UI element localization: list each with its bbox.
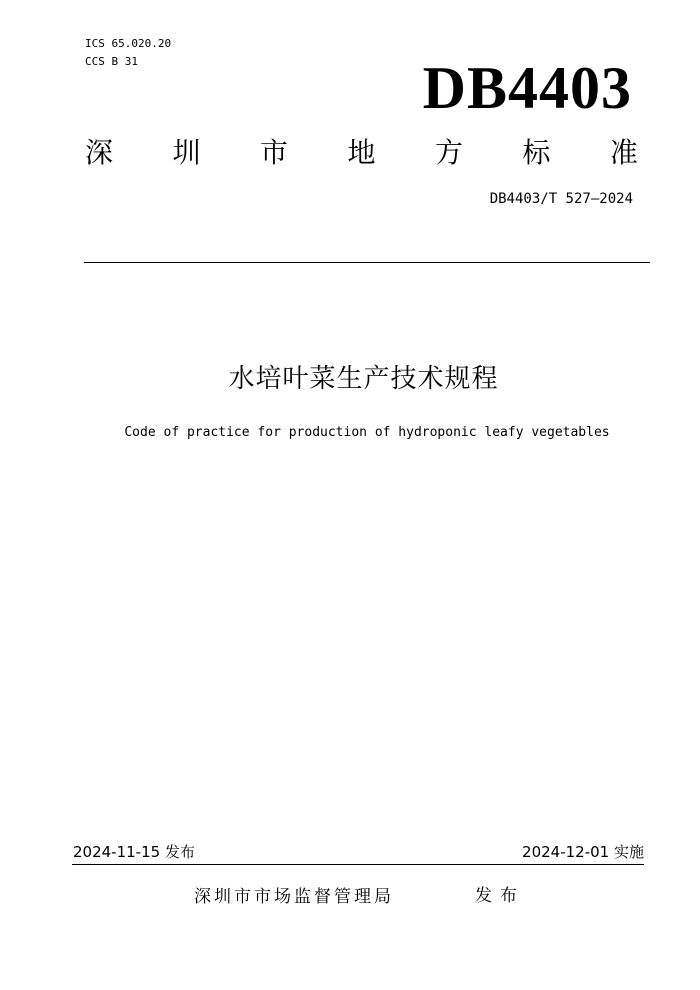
issuing-authority: 深圳市市场监督管理局 bbox=[194, 887, 394, 907]
implementation-date: 2024-12-01 实施 bbox=[522, 843, 644, 861]
document-title-chinese: 水培叶菜生产技术规程 bbox=[228, 364, 499, 394]
standard-number: DB4403/T 527—2024 bbox=[489, 191, 633, 207]
issue-label: 发布 bbox=[475, 886, 525, 906]
document-title-english: Code of practice for production of hydroponic leafy vegetables bbox=[124, 425, 610, 440]
standard-code-logo: DB4403 bbox=[422, 55, 632, 121]
issue-date: 2024-11-15 发布 bbox=[73, 843, 195, 861]
footer-divider bbox=[72, 864, 644, 865]
standard-type-char: 地 bbox=[347, 136, 376, 169]
header-divider bbox=[84, 262, 650, 263]
standard-type-char: 方 bbox=[434, 136, 463, 169]
ics-code: ICS 65.020.20 bbox=[85, 37, 172, 50]
ccs-code: CCS B 31 bbox=[85, 55, 138, 68]
standard-type-char: 标 bbox=[522, 136, 551, 169]
standard-type-char: 市 bbox=[259, 136, 288, 169]
standard-type-char: 准 bbox=[609, 136, 638, 169]
standard-type bbox=[85, 136, 638, 170]
standard-type-char: 圳 bbox=[172, 136, 201, 169]
standard-type-char: 深 bbox=[85, 136, 114, 169]
